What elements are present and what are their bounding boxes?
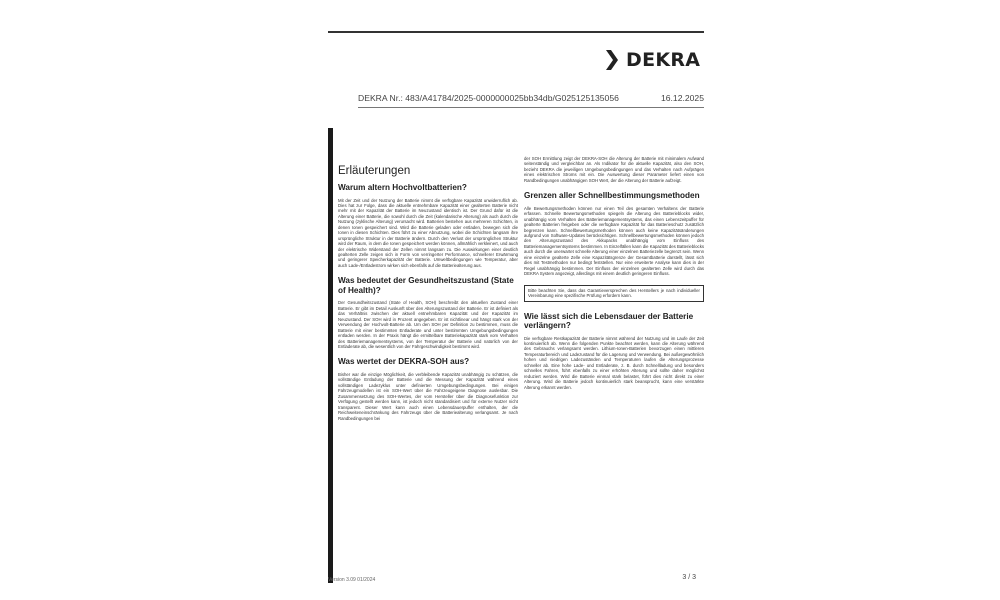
page-number: 3 / 3 (682, 574, 696, 581)
reference-number: DEKRA Nr.: 483/A41784/2025-0000000025bb34db/G025125135056 (358, 93, 619, 103)
heading-extend-lifetime: Wie lässt sich die Lebensdauer der Batterie verlängern? (524, 311, 694, 331)
footer-version: Version 3.09 01/2024 (328, 577, 376, 583)
sidebar-bar (328, 128, 333, 583)
heading-battery-aging: Warum altern Hochvoltbatterien? (338, 183, 467, 192)
right-column (524, 156, 704, 395)
logo-text: DEKRA (626, 49, 701, 71)
reference-line (358, 93, 704, 103)
heading-dekra-soh: Was wertet der DEKRA-SOH aus? (338, 357, 470, 367)
heading-state-of-health: Was bedeutet der Gesundheitszustand (State of Health)? (338, 276, 514, 295)
section-title: Erläuterungen (338, 165, 411, 177)
heading-limits: Grenzen aller Schnellbestimmungsmethoden (524, 191, 700, 201)
paragraph-soh-continued: der SOH Ermittlung zeigt der DEKRA-SOH die Alterung der Batterie mit minimalem Aufwand seitenständig und vergleichbar an. Als Indikator für die aktuelle Kapazität, also den SOH, bezieht DEKRA die jeweiligen Umgebungsbedingungen und das Verhalten nach Aufprägen eines elektrischen Stroms mit ein. Die Auswertung dieser Parameter liefert einen von Randbedingungen unabhängigen SOH Wert, der die Alterung der Batterie aufzeigt. (524, 156, 704, 183)
dekra-logo (604, 48, 700, 72)
top-rule (328, 31, 704, 33)
paragraph-limits: Alle Bewertungsmethoden können nur einen Teil des gesamten Verhaltens der Batterie erfassen. Schnelle Bewertungsmethoden spiegeln die Alterung des Batterieblocks wider, unabhängig vom Verhalten des Batteriemanagementsystems, das einen Lebenszeitpuffer für gealterte Batterien freigeben oder die verfügbare Kapazität für das Batterieschutz zusätzlich begrenzen kann. Schnellbewertungsmethoden können auch keine Kapazitätsänderungen aufgrund von Software-Updates berücksichtigen. Schnellbewertungsmethoden können jedoch den Alterungszustand des Akkupacks unabhängig vom Einfluss des Batteriemanagementsystems bestimmen. In Einzelfällen kann die Kapazität des Batterieblocks auch durch die unerwartet schnelle Alterung einer einzelnen Batteriezelle begrenzt sein. Wenn eine einzelne gealterte Zelle eine Kapazitätsgrenze der Gesamtbatterie darstellt, lässt sich dies mit Testmethoden nur bedingt feststellen. Nur eine erweiterte Analyse kann dies in der Regel unabhängig bestimmen. Der Einfluss der einzelnen gealterten Zelle wird durch das DEKRA System angezeigt, allerdings mit einem deutlich geringeren Einfluss. (524, 205, 704, 277)
dekra-logo-icon (604, 49, 622, 71)
paragraph-state-of-health: Der Gesundheitszustand (State of Health, SOH) beschreibt den aktuellen Zustand einer Batterie. Er gibt im Detail Auskunft über den Alterungszustand der Batterie. Er ist definiert als das Verhältnis zwischen der aktuell entnehmbaren Kapazität und der Kapazität im Neuzustand. Der SOH wird in Prozent angegeben. Er ist nichtlinear und hängt stark von der Verwendung der Hochvolt-Batterie ab. Um den SOH per Definition zu bestimmen, muss die Batterie mit einer bestimmten Entladerate und unter bestimmten Umgebungsbedingungen entladen werden. In der Praxis hängt die ermittelbare Batteriekapazität stark vom Verhalten des Batteriemanagementsystems, von der Temperatur der Batterie und natürlich von der Entladerate ab, die wesentlich von der Fahrgeschwindigkeit bestimmt wird. (338, 300, 518, 350)
paragraph-extend-lifetime: Die verfügbare Restkapazität der Batterie nimmt während der Nutzung und im Laufe der Zeit kontinuierlich ab. Wenn die folgenden Punkte beachtet werden, kann die Alterung während des Gebrauchs verlangsamt werden. Lithium-Ionen-Batterien bevorzugen einen mittleren Temperaturbereich und Ladezustand für die Lagerung und Verwendung. Bei außergewöhnlich hohen und niedrigen Ladezuständen und Temperaturen laufen die Alterungsprozesse schneller ab. Eine hohe Lade- und Entladerate, z. B. durch Schnellladung und besonders schnelles Fahren, führt ebenfalls zu einer erhöhten Alterung und sollte daher möglichst reduziert werden. Wird die Batterie einmal stark belastet, führt dies nicht direkt zu einer Alterung. Wird die Batterie jedoch kontinuierlich stark beansprucht, kann eine verstärkte Alterung erkannt werden. (524, 335, 704, 390)
warranty-notice: Bitte beachten Sie, dass das Garantieversprechen des Herstellers je nach individueller Vereinbarung eine spezifische Prüfung erfordern kann. (524, 285, 704, 302)
paragraph-battery-aging: Mit der Zeit und der Nutzung der Batterie nimmt die verfügbare Kapazität unwiderruflich ab. Dies hat zur Folge, dass die aktuelle entnehmbare Kapazität einer gealterten Batterie nicht mehr mit der Kapazität der Batterie im Neuzustand identisch ist. Der Grund dafür ist die Alterung einer Batterie, die sowohl durch die Zeit (kalendarische Alterung) als auch durch die Nutzung (zyklische Alterung) verursacht wird. Batterien bestehen aus mehreren Schichten, in denen Ionen gespeichert sind. Wird die Batterie geladen oder entladen, bewegen sich die Ionen in diesen Schichten. Dies führt zu einer Abnutzung, wobei die Schichten langsam ihre ursprüngliche Struktur in der Batterie ändern. Durch den Verlust der ursprünglichen Struktur wird der Raum, in dem die Ionen gespeichert werden können, allmählich verkleinert, und auch der elektrische Widerstand der Zellen nimmt langsam zu. Die Auswirkungen einer deutlich gealterten Zelle zeigen sich in Form von verringerter Performance, schnellerer Erwärmung und geringerer Speicherkapazität der Batterie. Umweltbedingungen wie Temperatur, aber auch Lade-/Entladestrom wirken sich ebenfalls auf die Batteriealterung aus. (338, 197, 518, 268)
reference-rule (358, 107, 704, 108)
document-date: 16.12.2025 (660, 93, 704, 103)
document-page (328, 28, 704, 588)
left-column (338, 183, 518, 426)
paragraph-dekra-soh: Bisher war die einzige Möglichkeit, die verbleibende Kapazität unabhängig zu schätzen, die vollständige Entladung der Batterie und die Messung der Kapazität während eines vollständigen Ladezyklus unter definierten Umgebungsbedingungen. Bei einigen Fahrzeugmodellen ist ein SOH-Wert über die Fahrzeugeigene Diagnose auslesbar. Die Zusammensetzung des SOH-Wertes, der vom Hersteller über die Diagnosefunktion zur Verfügung gestellt werden kann, ist jedoch nicht standardisiert und für externe Nutzer nicht transparent. Dieser Wert kann auch einen Lebensdauerpuffer enthalten, der die Reichweiteneinschränkung des Fahrzeugs über die Batteriealterung verlangsamt. Je nach Randbedingungen bei (338, 371, 518, 421)
